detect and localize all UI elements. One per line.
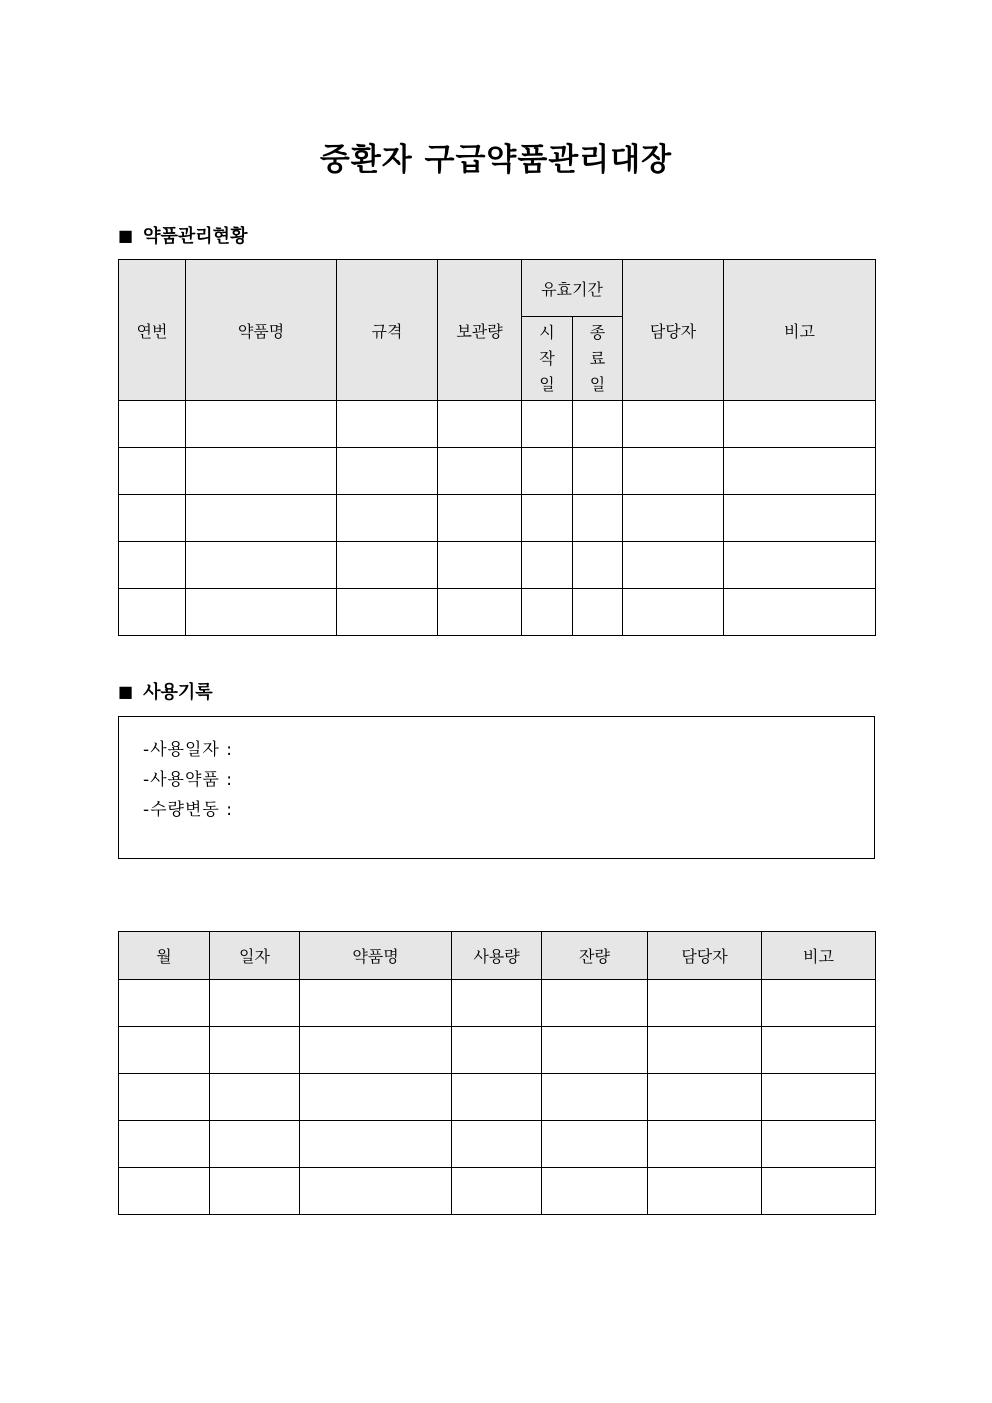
table-cell[interactable]	[542, 1074, 648, 1121]
table-cell[interactable]	[724, 495, 876, 542]
table-row	[119, 495, 876, 542]
table-cell[interactable]	[623, 495, 724, 542]
table-cell[interactable]	[438, 448, 522, 495]
table-cell[interactable]	[119, 1121, 210, 1168]
table-cell[interactable]	[452, 980, 542, 1027]
table-row	[119, 1027, 876, 1074]
header-drug-name: 약품명	[186, 260, 337, 401]
table-cell[interactable]	[542, 1027, 648, 1074]
table-cell[interactable]	[724, 401, 876, 448]
section-usage-record-label: 사용기록	[143, 682, 213, 703]
table-cell[interactable]	[300, 1121, 452, 1168]
table-row	[119, 1074, 876, 1121]
header-spec: 규격	[337, 260, 438, 401]
usage-drug-line[interactable]: -사용약품 :	[143, 770, 233, 790]
table-cell[interactable]	[210, 1027, 300, 1074]
table-cell[interactable]	[186, 495, 337, 542]
header-start-date: 시 작 일	[522, 317, 573, 401]
table-cell[interactable]	[522, 589, 573, 636]
header-remaining: 잔량	[542, 932, 648, 980]
table-cell[interactable]	[623, 542, 724, 589]
table-cell[interactable]	[186, 448, 337, 495]
document-title: 중환자 구급약품관리대장	[319, 142, 673, 178]
usage-record-box	[118, 716, 875, 859]
table-cell[interactable]	[573, 448, 623, 495]
header-usage-amount: 사용량	[452, 932, 542, 980]
header-month: 월	[119, 932, 210, 980]
table-cell[interactable]	[724, 589, 876, 636]
header-day: 일자	[210, 932, 300, 980]
header-drug-name: 약품명	[300, 932, 452, 980]
table-cell[interactable]	[210, 1074, 300, 1121]
table-cell[interactable]	[573, 589, 623, 636]
table-cell[interactable]	[648, 1074, 762, 1121]
section-drug-status-heading	[118, 222, 247, 248]
table-cell[interactable]	[119, 1074, 210, 1121]
table-cell[interactable]	[337, 448, 438, 495]
header-validity: 유효기간	[522, 260, 623, 317]
table-cell[interactable]	[522, 448, 573, 495]
table-cell[interactable]	[210, 980, 300, 1027]
header-note: 비고	[762, 932, 876, 980]
square-bullet-icon: ■	[118, 225, 134, 245]
table-cell[interactable]	[762, 1074, 876, 1121]
table-cell[interactable]	[573, 542, 623, 589]
table-row	[119, 980, 876, 1027]
table-cell[interactable]	[452, 1074, 542, 1121]
table-cell[interactable]	[119, 448, 186, 495]
table-cell[interactable]	[762, 1027, 876, 1074]
table-cell[interactable]	[300, 980, 452, 1027]
table-cell[interactable]	[337, 495, 438, 542]
table-cell[interactable]	[210, 1168, 300, 1215]
table-cell[interactable]	[522, 401, 573, 448]
table-cell[interactable]	[762, 980, 876, 1027]
table-cell[interactable]	[452, 1027, 542, 1074]
table-cell[interactable]	[573, 495, 623, 542]
header-no: 연번	[119, 260, 186, 401]
section-usage-record-heading	[118, 678, 213, 704]
table-cell[interactable]	[724, 542, 876, 589]
table-cell[interactable]	[522, 542, 573, 589]
table-row	[119, 401, 876, 448]
table-cell[interactable]	[186, 401, 337, 448]
header-manager: 담당자	[623, 260, 724, 401]
usage-log-body	[119, 980, 876, 1215]
table-cell[interactable]	[648, 980, 762, 1027]
table-cell[interactable]	[337, 401, 438, 448]
table-cell[interactable]	[623, 448, 724, 495]
header-note: 비고	[724, 260, 876, 401]
table-cell[interactable]	[452, 1121, 542, 1168]
table-cell[interactable]	[623, 589, 724, 636]
header-manager: 담당자	[648, 932, 762, 980]
table-cell[interactable]	[438, 542, 522, 589]
header-end-date: 종 료 일	[573, 317, 623, 401]
table-cell[interactable]	[648, 1121, 762, 1168]
table-cell[interactable]	[210, 1121, 300, 1168]
table-cell[interactable]	[119, 980, 210, 1027]
table-cell[interactable]	[762, 1121, 876, 1168]
table-cell[interactable]	[119, 589, 186, 636]
table-cell[interactable]	[522, 495, 573, 542]
table-cell[interactable]	[542, 980, 648, 1027]
drug-status-body	[119, 401, 876, 636]
table-cell[interactable]	[300, 1168, 452, 1215]
table-cell[interactable]	[119, 1168, 210, 1215]
table-cell[interactable]	[119, 542, 186, 589]
table-cell[interactable]	[300, 1074, 452, 1121]
table-cell[interactable]	[186, 589, 337, 636]
table-cell[interactable]	[300, 1027, 452, 1074]
table-row	[119, 1168, 876, 1215]
table-row	[119, 589, 876, 636]
table-row	[119, 448, 876, 495]
table-cell[interactable]	[542, 1121, 648, 1168]
table-cell[interactable]	[438, 401, 522, 448]
table-cell[interactable]	[337, 542, 438, 589]
table-cell[interactable]	[186, 542, 337, 589]
square-bullet-icon: ■	[118, 681, 134, 701]
table-cell[interactable]	[648, 1168, 762, 1215]
table-cell[interactable]	[119, 495, 186, 542]
usage-log-table	[118, 931, 876, 1215]
usage-date-line[interactable]: -사용일자 :	[143, 740, 233, 760]
table-row	[119, 542, 876, 589]
drug-status-table	[118, 259, 876, 636]
table-cell[interactable]	[724, 448, 876, 495]
table-cell[interactable]	[438, 495, 522, 542]
table-cell[interactable]	[762, 1168, 876, 1215]
table-cell[interactable]	[438, 589, 522, 636]
table-cell[interactable]	[648, 1027, 762, 1074]
section-drug-status-label: 약품관리현황	[143, 226, 248, 247]
table-cell[interactable]	[573, 401, 623, 448]
table-cell[interactable]	[623, 401, 724, 448]
table-cell[interactable]	[119, 1027, 210, 1074]
header-stock: 보관량	[438, 260, 522, 401]
table-cell[interactable]	[337, 589, 438, 636]
table-cell[interactable]	[452, 1168, 542, 1215]
table-cell[interactable]	[119, 401, 186, 448]
quantity-change-line[interactable]: -수량변동 :	[143, 800, 233, 820]
table-cell[interactable]	[542, 1168, 648, 1215]
table-row	[119, 1121, 876, 1168]
